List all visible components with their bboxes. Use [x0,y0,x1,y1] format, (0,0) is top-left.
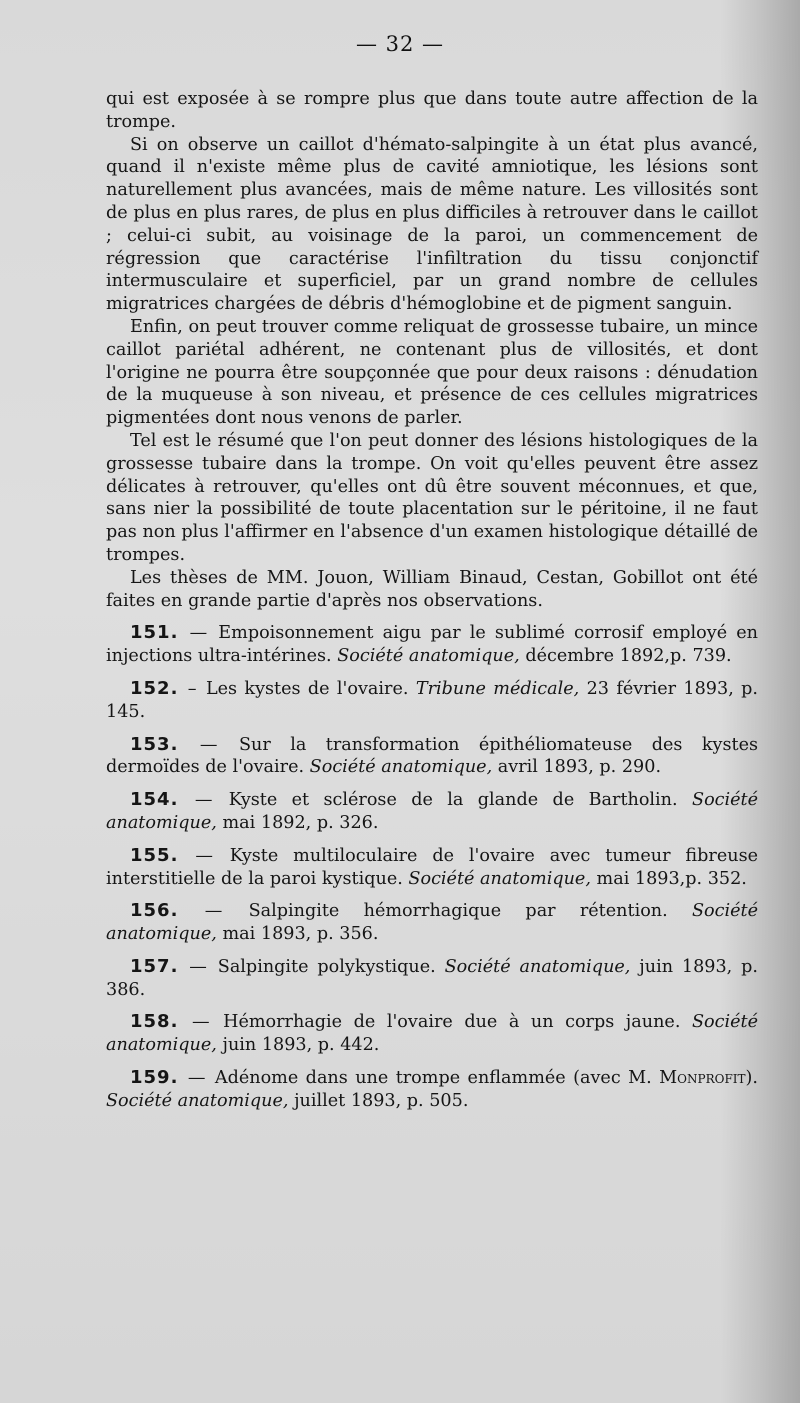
reference-details: mai 1893, p. 356. [222,924,379,945]
reference-journal: Société anatomique, [309,757,493,778]
paragraph-reliquat: Enfin, on peut trouver comme reliquat de grossesse tubaire, un mince caillot pariétal adhérent, ne contenant plus de villosités, et dont l'origine ne pourra être soupçonnée que pour deux raisons : dénudation de la muqueuse à son niveau, et présence de ces cellules migratrices pigmentées dont nous venons de parler. [106,316,758,429]
reference-item [106,789,758,835]
reference-details: juin 1893, p. 386. [106,956,758,1000]
reference-journal: Société anatomique, [337,646,520,667]
page-number: — 32 — [355,32,445,56]
reference-dash: — [189,623,208,644]
reference-title-prefix: Adénome dans une trompe enflammée (avec M. [214,1068,652,1089]
reference-dash: — [187,1068,206,1089]
reference-author: Monprofit [659,1068,746,1089]
reference-number: 154. [130,789,179,811]
reference-journal: Société anatomique, [106,1090,289,1111]
paragraph-hemato-salpingite: Si on observe un caillot d'hémato-salpingite à un état plus avancé, quand il n'existe même plus de cavité amniotique, les lésions sont naturellement plus avancées, mais de même nature. Les villosités sont de plus en plus rares, de plus en plus difficiles à retrouver dans le caillot ; celui-ci subit, au voisinage de la paroi, un commencement de régression que caractérise l'infiltration du tissu conjonctif intermusculaire et superficiel, par un grand nombre de cellules migratrices chargées de débris d'hémoglobine et de pigment sanguin. [106,134,758,315]
reference-title: Kyste multiloculaire de l'ovaire avec tumeur fibreuse interstitielle de la paroi kystique. [106,845,759,889]
reference-item [106,622,758,668]
reference-dash: — [204,901,223,922]
reference-dash: — [189,956,207,977]
reference-journal: Société anatomique, [408,868,591,889]
reference-details: juin 1893, p. 442. [222,1035,380,1056]
reference-journal: Société anatomique, [106,790,759,833]
reference-item [106,900,758,946]
reference-title: Empoisonnement aigu par le sublimé corrosif employé en injections ultra-intérines. [106,623,759,667]
references-list [106,622,758,1112]
reference-details: 23 février 1893, p. 145. [106,678,758,722]
reference-number: 153. [130,733,179,755]
reference-dash: — [199,734,218,755]
reference-number: 157. [130,955,179,977]
reference-item [106,678,758,724]
reference-item [106,845,758,891]
reference-title: Sur la transformation épithéliomateuse des kystes dermoïdes de l'ovaire. [106,734,759,778]
reference-number: 156. [130,900,179,922]
reference-title: Kyste et sclérose de la glande de Bartholin. [228,790,678,811]
reference-journal: Société anatomique, [106,901,759,945]
paragraph-theses: Les thèses de MM. Jouon, William Binaud, Cestan, Gobillot ont été faites en grande partie d'après nos observations. [106,567,758,611]
reference-dash: – [187,678,197,699]
reference-item [106,1011,758,1057]
reference-details: décembre 1892,p. 739. [525,646,732,667]
reference-details: juillet 1893, p. 505. [294,1090,469,1111]
reference-number: 158. [130,1011,179,1033]
reference-details: mai 1892, p. 326. [222,812,379,833]
paragraph-continuation: qui est exposée à se rompre plus que dans toute autre affection de la trompe. [106,89,758,132]
reference-journal: Société anatomique, [106,1012,758,1056]
page-content [106,88,758,1123]
reference-details: avril 1893, p. 290. [497,757,662,778]
reference-journal: Tribune médicale, [415,678,580,699]
reference-number: 159. [130,1067,179,1089]
reference-title: Hémorrhagie de l'ovaire due à un corps jaune. [223,1012,681,1033]
reference-item [106,956,758,1002]
reference-dash: — [195,845,213,866]
reference-journal: Société anatomique, [444,956,631,977]
paragraph-resume: Tel est le résumé que l'on peut donner des lésions histologiques de la grossesse tubaire dans la trompe. On voit qu'elles peuvent être assez délicates à retrouver, qu'elles ont dû être souvent méconnues, et que, sans nier la possibilité de toute placentation sur le péritoine, il ne faut pas non plus l'affirmer en l'absence d'un examen histologique détaillé de trompes. [106,430,758,565]
reference-number: 151. [130,622,179,644]
reference-number: 152. [130,677,179,699]
reference-item [106,1067,758,1113]
reference-title: Salpingite hémorrhagique par rétention. [248,901,668,922]
reference-number: 155. [130,844,179,866]
reference-details: mai 1893,p. 352. [596,868,747,889]
reference-dash: — [194,790,213,811]
reference-item [106,734,758,780]
reference-title-suffix: ). [745,1068,758,1089]
reference-title: Les kystes de l'ovaire. [205,678,409,699]
reference-title: Salpingite polykystique. [217,956,436,977]
reference-dash: — [191,1012,210,1033]
